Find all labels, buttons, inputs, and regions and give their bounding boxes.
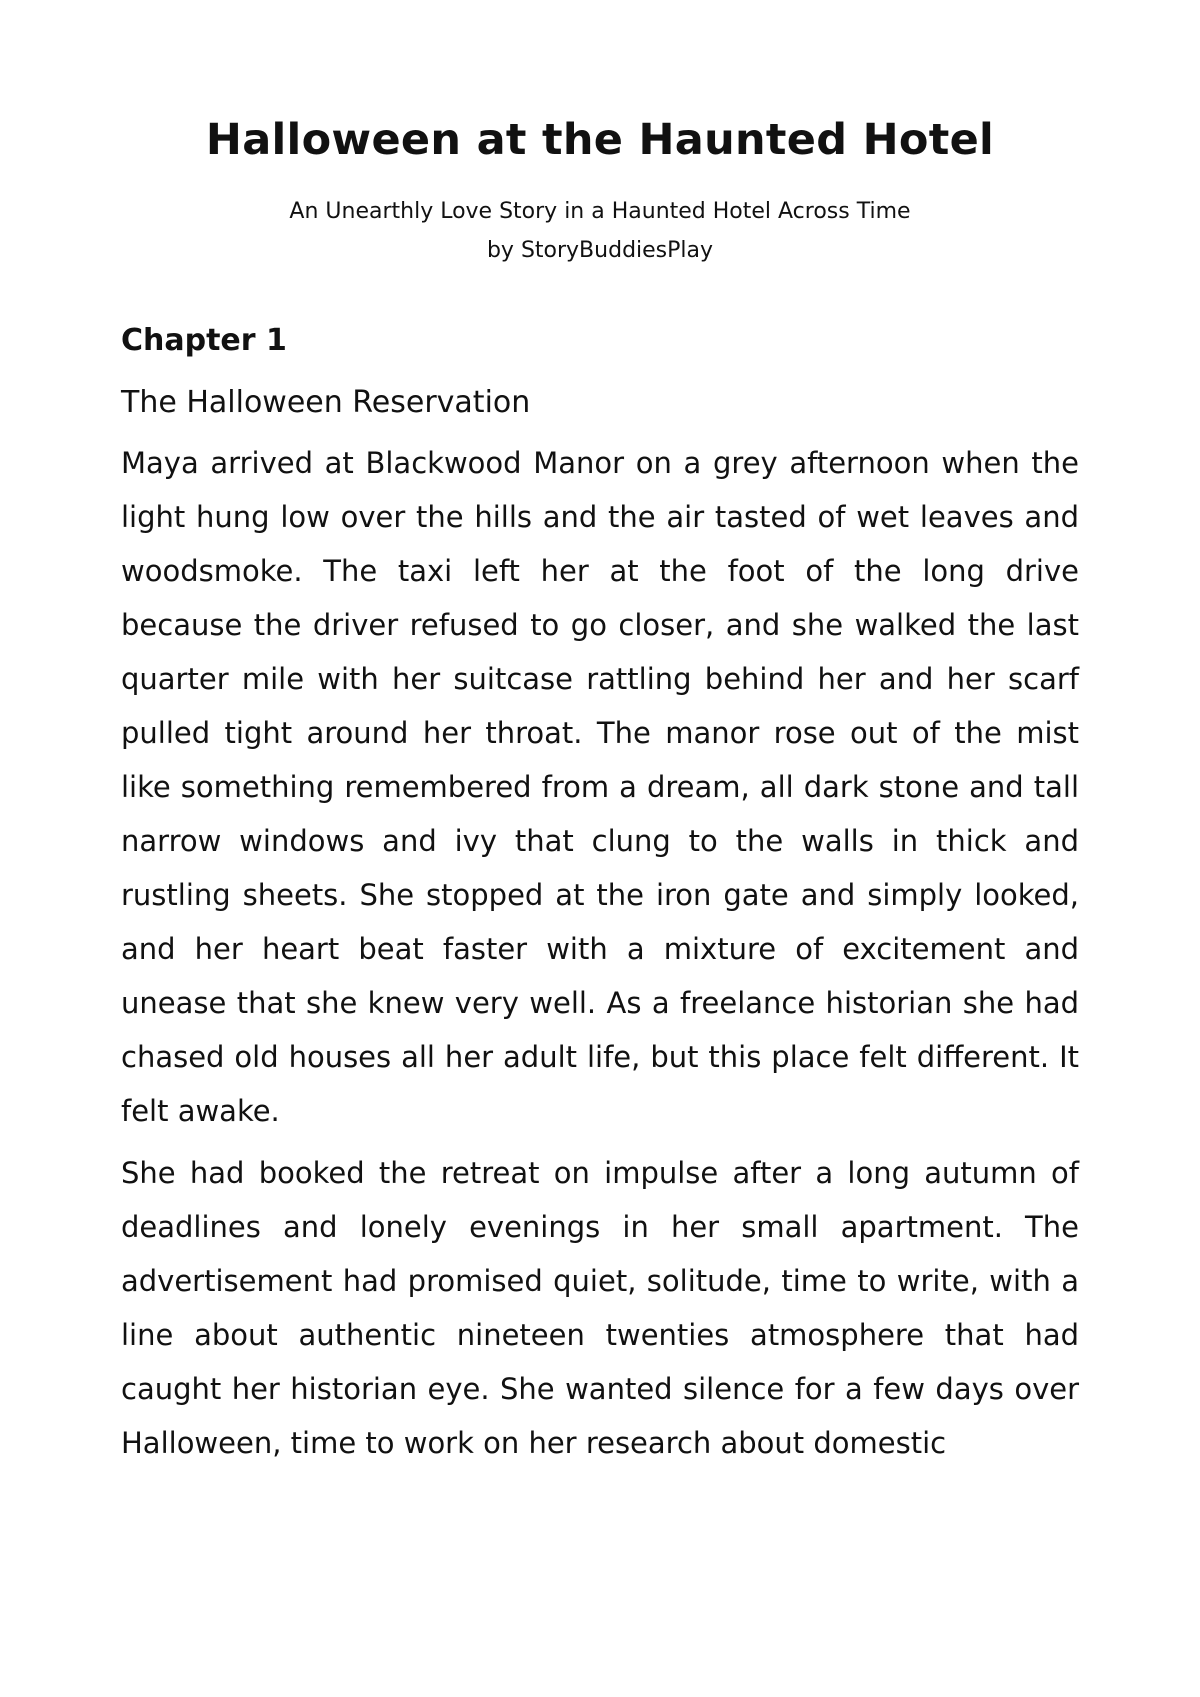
- body-paragraph-1: Maya arrived at Blackwood Manor on a grey afternoon when the light hung low over the hills and the air tasted of wet leaves and woodsmoke. The taxi left her at the foot of the long drive because the driver refused to go closer, and she walked the last quarter mile with her suitcase rattling behind her and her scarf pulled tight around her throat. The manor rose out of the mist like something remembered from a dream, all dark stone and tall narrow windows and ivy that clung to the walls in thick and rustling sheets. She stopped at the iron gate and simply looked, and her heart beat faster with a mixture of excitement and unease that she knew very well. As a freelance historian she had chased old houses all her adult life, but this place felt different. It felt awake.: [121, 446, 1079, 1128]
- body-paragraph-2: She had booked the retreat on impulse after a long autumn of deadlines and lonely evenings in her small apartment. The advertisement had promised quiet, solitude, time to write, with a line about authentic nineteen twenties atmosphere that had caught her historian eye. She wanted silence for a few days over Halloween, time to work on her research about domestic: [121, 1156, 1079, 1460]
- author-byline: by StoryBuddiesPlay: [486, 238, 714, 263]
- document-title: Halloween at the Haunted Hotel: [205, 115, 995, 165]
- chapter-heading: Chapter 1: [121, 323, 287, 358]
- chapter-subtitle: The Halloween Reservation: [121, 385, 531, 420]
- document-subtitle: An Unearthly Love Story in a Haunted Hotel Across Time: [289, 199, 911, 224]
